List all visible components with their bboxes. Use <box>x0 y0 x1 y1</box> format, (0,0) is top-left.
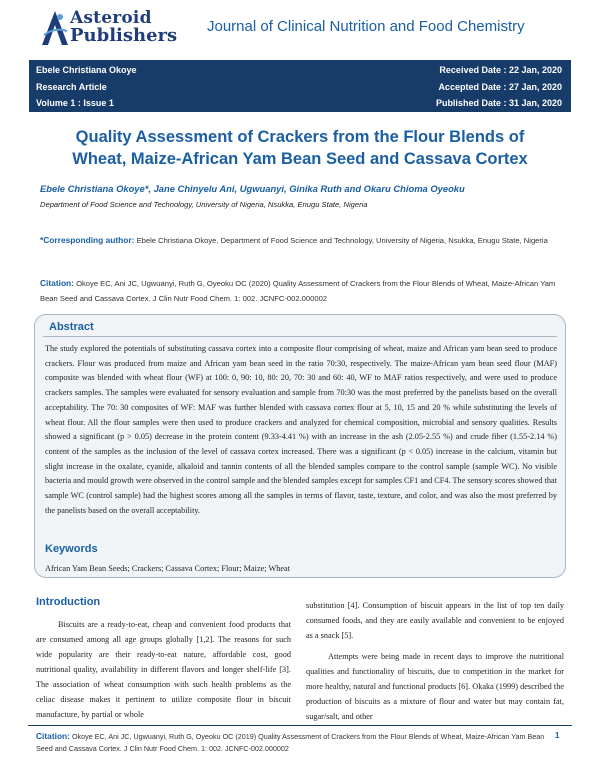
title-line-2: Wheat, Maize-African Yam Bean Seed and Cassava Cortex <box>72 150 528 168</box>
logo-line-1: Asteroid <box>70 8 152 28</box>
title-line-1: Quality Assessment of Crackers from the Flour Blends of <box>75 128 525 146</box>
meta-accepted-date: Accepted Date : 27 Jan, 2020 <box>438 82 562 92</box>
meta-article-type: Research Article <box>36 82 107 92</box>
footer-citation-text: Okoye EC, Ani JC, Ugwuanyi, Ruth G, Oyeoku OC (2019) Quality Assessment of Crackers from the Flour Blends of Wheat, Maize-African Yam Bean Seed and Cassava Cortex. J Clin Nutr Food Chem. 1: 002. JCNFC-002.000002 <box>36 732 545 753</box>
introduction-right-column <box>306 598 564 724</box>
introduction-heading: Introduction <box>36 596 101 608</box>
meta-received-date: Received Date : 22 Jan, 2020 <box>439 65 562 75</box>
affiliation: Department of Food Science and Technology, University of Nigeria, Nsukka, Enugu State, Nigeria <box>40 200 368 209</box>
footer-citation-label: Citation: <box>36 731 70 741</box>
journal-name[interactable]: Journal of Clinical Nutrition and Food Chemistry <box>207 18 525 35</box>
asteroid-logo-icon <box>40 9 70 47</box>
abstract-text: The study explored the potentials of substituting cassava cortex into a composite flour comprising of wheat, maize and African yam bean seed to produce crackers. Flour was produced from maize and African yam bean seed in the ratio 70:30, respectively. The maize-African yam bean seed flour (MAF) composite was blended with wheat flour (WF) at 100: 0, 90: 10, 80: 20, 70: 30 and 60: 40, WF to MAF ratios respectively, and were used to produce crackers samples. The samples were evaluated for sensory evaluation and sample from 70:30 was the most preferred by the panelists based on the overall acceptability. The 70: 30 composites of WF: MAF was further blended with cassava cortex flour at 5, 10, 15 and 20 % while substituting the levels of wheat flour. All the flour samples were then used to produce crackers and analyzed for chemical composition, microbial and sensory qualities. Results showed a significant (p > 0.05) decrease in the protein content (9.33-4.41 %) with an increase in the ash (2.05-2.55 %) and crude fiber (1.55-2.14 %) content of the samples as the inclusion of the level of cassava cortex increased. There was a significant (p < 0.05) increase in the calcium, vitamin but slight increase in the oxalate, cyanide, alkaloid and tannin contents of all the blended samples compare to the control sample (sample WC). No visible bacteria and mould growth were observed in the control sample and the blended samples except for samples CF1 and CF4. The sensory scores showed that sample WC (control sample) had the highest scores among all the samples in terms of flavor, taste, texture, and color, and was also the most preferred by the panelists based on the overall acceptability. <box>45 344 557 515</box>
corresponding-author-label: *Corresponding author: <box>40 235 135 245</box>
abstract-heading: Abstract <box>49 321 94 333</box>
abstract-divider <box>43 336 557 337</box>
keywords-text: African Yam Bean Seeds; Crackers; Cassava Cortex; Flour; Maize; Wheat <box>45 564 290 573</box>
abstract-box <box>34 314 566 578</box>
intro-paragraph-continued: substitution [4]. Consumption of biscuit appears in the list of top ten daily consumed foods, and they are easily available and convenient to be enjoyed as a snack [5]. <box>306 601 564 640</box>
corresponding-author-text: Ebele Christiana Okoye, Department of Food Science and Technology, University of Nigeria, Nsukka, Enugu State, Nigeria <box>136 236 548 245</box>
page-number: 1 <box>555 731 560 740</box>
meta-volume: Volume 1 : Issue 1 <box>36 98 114 108</box>
intro-paragraph-1: Biscuits are a ready-to-eat, cheap and convenient food products that are consumed among all age groups globally [1,2]. The reasons for such wide popularity are their ready-to-eat nature, affordable cost, good nutritional quality, availability in different flavors and longer shelf-life [3]. The association of wheat consumption with such health problems as the celiac disease makes it pertinent to utilize composite flour in biscuit manufacture, by partial or whole <box>36 620 291 719</box>
logo-line-2: Publishers <box>70 25 178 46</box>
meta-author: Ebele Christiana Okoye <box>36 65 137 75</box>
intro-paragraph-2: Attempts were being made in recent days to improve the nutritional qualities and functionality of biscuits, due to competition in the market for more healthy, natural and functional products [6]. Okaka (1999) described the production of biscuits as a mixture of flour and water but may contain fat, sugar/salt, and other <box>306 652 564 721</box>
citation-text: Okoye EC, Ani JC, Ugwuanyi, Ruth G, Oyeoku OC (2020) Quality Assessment of Crackers from the Flour Blends of Wheat, Maize-African Yam Bean Seed and Cassava Cortex. J Clin Nutr Food Chem. 1: 002. JCNFC-002.000002 <box>40 279 556 303</box>
publisher-logo[interactable] <box>40 9 180 49</box>
footer-rule <box>28 725 572 726</box>
citation-label: Citation: <box>40 278 74 288</box>
introduction-left-column <box>36 617 291 722</box>
article-meta-band <box>29 60 571 112</box>
corresponding-author <box>40 233 570 248</box>
footer-citation <box>36 730 546 755</box>
keywords-heading: Keywords <box>45 543 98 555</box>
citation <box>40 276 570 306</box>
article-title <box>40 126 560 170</box>
author-list: Ebele Christiana Okoye*, Jane Chinyelu Ani, Ugwuanyi, Ginika Ruth and Okaru Chioma Oyeoku <box>40 183 465 194</box>
meta-published-date: Published Date : 31 Jan, 2020 <box>435 98 562 108</box>
